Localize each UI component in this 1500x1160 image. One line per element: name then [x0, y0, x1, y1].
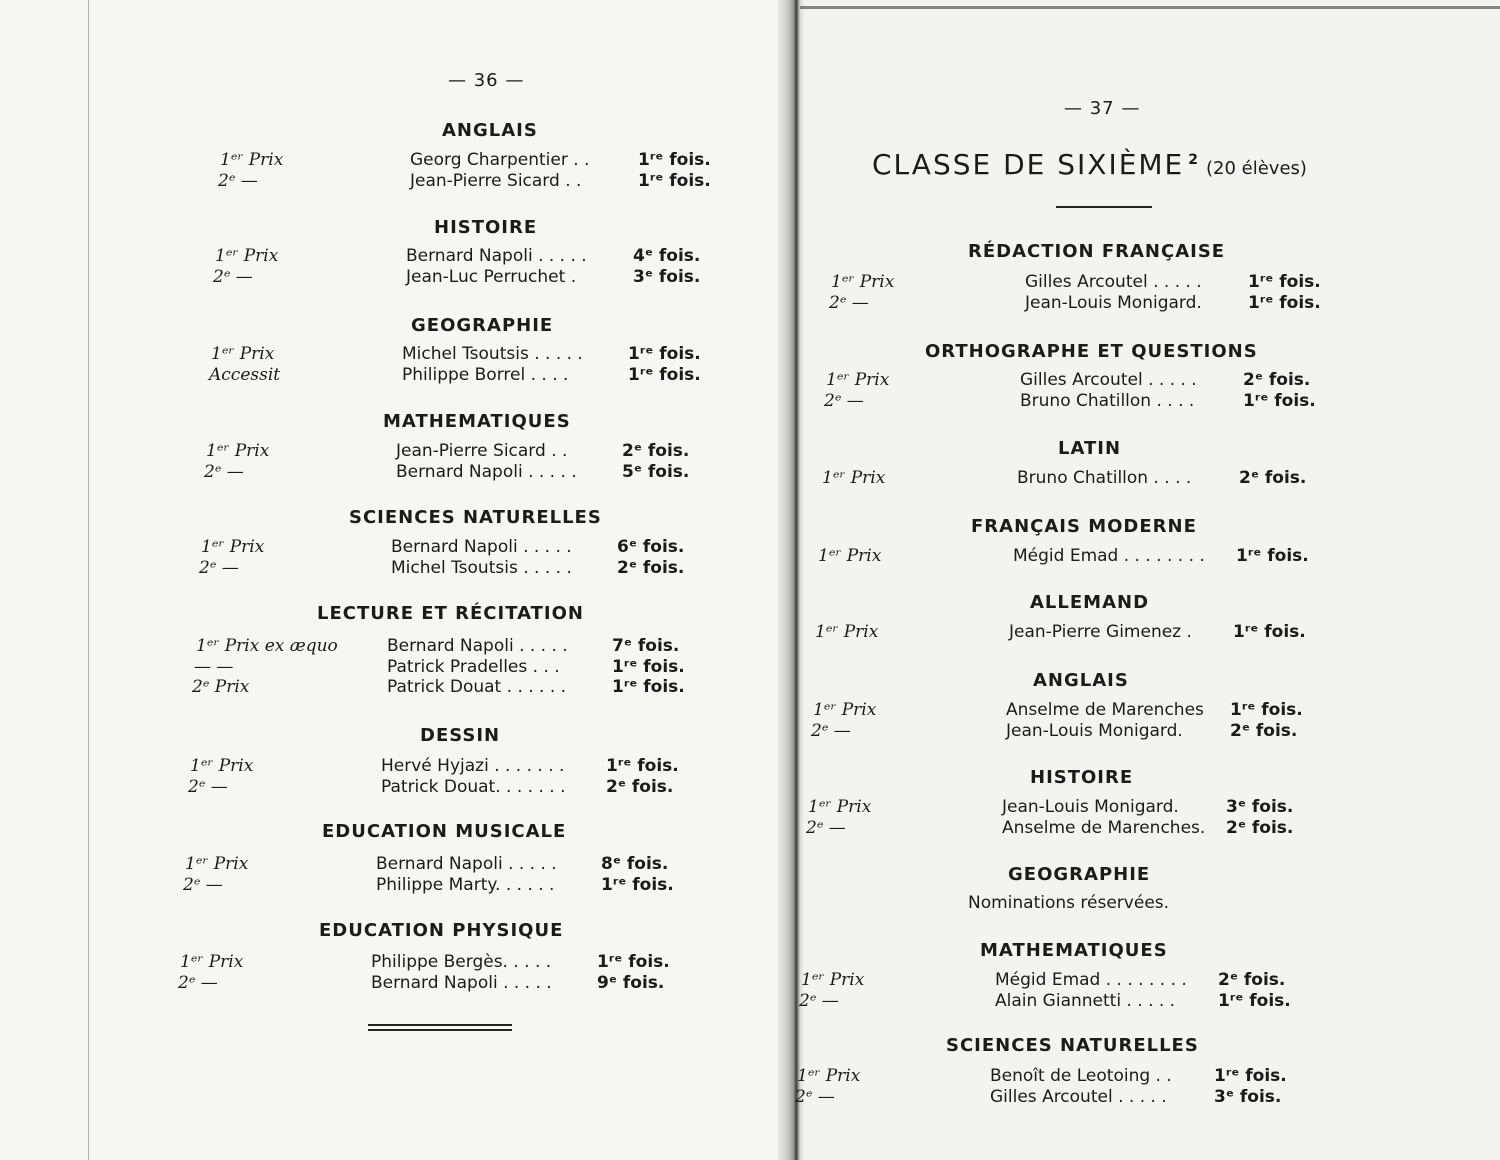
right-section-note-geographie: Nominations réservées.: [968, 893, 1170, 913]
left-student-name: Bernard Napoli . . . . .: [376, 854, 557, 874]
right-section-title-geographie: GEOGRAPHIE: [1008, 864, 1151, 885]
left-student-name: Jean-Pierre Sicard . .: [410, 171, 582, 191]
right-award-label: 1ᵉʳ Prix: [822, 468, 886, 488]
right-award-count: 1ʳᵉ fois.: [1248, 293, 1321, 313]
right-award-count: 1ʳᵉ fois.: [1236, 546, 1309, 566]
right-student-name: Anselme de Marenches.: [1002, 818, 1206, 838]
left-award-count: 4ᵉ fois.: [633, 246, 701, 266]
left-student-name: Michel Tsoutsis . . . . .: [391, 558, 572, 578]
left-student-name: Bernard Napoli . . . . .: [371, 973, 552, 993]
class-title-footnote: 2: [1188, 151, 1200, 168]
right-student-name: Gilles Arcoutel . . . . .: [990, 1087, 1167, 1107]
left-award-label: 1ᵉʳ Prix: [211, 344, 275, 364]
left-award-label: 1ᵉʳ Prix: [206, 441, 270, 461]
left-award-label: 2ᵉ —: [213, 267, 253, 287]
left-award-count: 3ᵉ fois.: [633, 267, 701, 287]
right-award-label: 2ᵉ —: [829, 293, 869, 313]
left-student-name: Bernard Napoli . . . . .: [406, 246, 587, 266]
right-award-count: 2ᵉ fois.: [1239, 468, 1307, 488]
end-rule-2: [368, 1029, 512, 1031]
right-award-label: 2ᵉ —: [811, 721, 851, 741]
left-award-count: 1ʳᵉ fois.: [597, 952, 670, 972]
right-award-count: 2ᵉ fois.: [1218, 970, 1286, 990]
left-section-title-education-musicale: EDUCATION MUSICALE: [322, 821, 567, 842]
right-student-name: Jean-Pierre Gimenez .: [1009, 622, 1192, 642]
right-section-title-mathematiques: MATHEMATIQUES: [980, 940, 1168, 961]
left-section-title-mathematiques: MATHEMATIQUES: [383, 411, 571, 432]
left-student-name: Patrick Pradelles . . .: [387, 657, 560, 677]
left-award-count: 2ᵉ fois.: [617, 558, 685, 578]
left-student-name: Patrick Douat. . . . . . .: [381, 777, 566, 797]
right-award-label: 1ᵉʳ Prix: [813, 700, 877, 720]
left-student-name: Jean-Luc Perruchet .: [406, 267, 577, 287]
right-award-label: 2ᵉ —: [824, 391, 864, 411]
left-award-label: — —: [194, 657, 234, 677]
class-title: [872, 148, 1307, 181]
right-award-count: 2ᵉ fois.: [1226, 818, 1294, 838]
left-student-name: Jean-Pierre Sicard . .: [396, 441, 568, 461]
left-award-count: 1ʳᵉ fois.: [606, 756, 679, 776]
left-student-name: Philippe Borrel . . . .: [402, 365, 569, 385]
left-award-label: 1ᵉʳ Prix: [180, 952, 244, 972]
left-section-title-dessin: DESSIN: [420, 725, 501, 746]
left-award-count: 7ᵉ fois.: [612, 636, 680, 656]
left-student-name: Bernard Napoli . . . . .: [391, 537, 572, 557]
left-section-title-lecture-et-recitation: LECTURE ET RÉCITATION: [317, 603, 584, 624]
right-student-name: Anselme de Marenches: [1006, 700, 1204, 720]
right-section-title-francais-moderne: FRANÇAIS MODERNE: [971, 516, 1197, 537]
left-award-label: 2ᵉ —: [204, 462, 244, 482]
right-award-count: 1ʳᵉ fois.: [1230, 700, 1303, 720]
right-section-title-orthographe-et-questions: ORTHOGRAPHE ET QUESTIONS: [925, 341, 1258, 362]
right-award-label: 2ᵉ —: [806, 818, 846, 838]
right-student-name: Gilles Arcoutel . . . . .: [1020, 370, 1197, 390]
left-award-label: 1ᵉʳ Prix: [201, 537, 265, 557]
left-section-title-education-physique: EDUCATION PHYSIQUE: [319, 920, 564, 941]
right-award-count: 3ᵉ fois.: [1214, 1087, 1282, 1107]
left-student-name: Philippe Marty. . . . . .: [376, 875, 555, 895]
right-student-name: Jean-Louis Monigard.: [1002, 797, 1179, 817]
left-award-label: 1ᵉʳ Prix: [215, 246, 279, 266]
right-award-label: 2ᵉ —: [795, 1087, 835, 1107]
left-award-label: 1ᵉʳ Prix: [190, 756, 254, 776]
left-award-count: 1ʳᵉ fois.: [612, 677, 685, 697]
right-award-count: 1ʳᵉ fois.: [1243, 391, 1316, 411]
right-section-title-sciences-naturelles: SCIENCES NATURELLES: [946, 1035, 1199, 1056]
right-award-count: 2ᵉ fois.: [1230, 721, 1298, 741]
right-section-title-allemand: ALLEMAND: [1030, 592, 1150, 613]
left-award-label: 1ᵉʳ Prix ex æquo: [196, 636, 338, 656]
left-student-name: Philippe Bergès. . . . .: [371, 952, 552, 972]
right-student-name: Benoît de Leotoing . .: [990, 1066, 1172, 1086]
left-student-name: Hervé Hyjazi . . . . . . .: [381, 756, 565, 776]
right-award-count: 2ᵉ fois.: [1243, 370, 1311, 390]
left-award-count: 2ᵉ fois.: [622, 441, 690, 461]
left-section-title-sciences-naturelles: SCIENCES NATURELLES: [349, 507, 602, 528]
right-award-label: 2ᵉ —: [799, 991, 839, 1011]
right-student-name: Bruno Chatillon . . . .: [1017, 468, 1192, 488]
right-section-title-histoire: HISTOIRE: [1030, 767, 1134, 788]
left-award-count: 1ʳᵉ fois.: [601, 875, 674, 895]
left-award-count: 8ᵉ fois.: [601, 854, 669, 874]
right-award-count: 1ʳᵉ fois.: [1218, 991, 1291, 1011]
right-award-label: 1ᵉʳ Prix: [818, 546, 882, 566]
left-student-name: Patrick Douat . . . . . .: [387, 677, 567, 697]
right-award-label: 1ᵉʳ Prix: [797, 1066, 861, 1086]
right-student-name: Mégid Emad . . . . . . . .: [995, 970, 1187, 990]
right-award-label: 1ᵉʳ Prix: [808, 797, 872, 817]
left-award-label: 2ᵉ Prix: [192, 677, 250, 697]
end-rule: [368, 1024, 512, 1026]
title-underline: [1056, 206, 1152, 208]
left-student-name: Bernard Napoli . . . . .: [396, 462, 577, 482]
right-award-label: 1ᵉʳ Prix: [801, 970, 865, 990]
left-section-title-geographie: GEOGRAPHIE: [411, 315, 554, 336]
right-award-label: 1ᵉʳ Prix: [815, 622, 879, 642]
left-section-title-histoire: HISTOIRE: [434, 217, 538, 238]
right-section-title-latin: LATIN: [1058, 438, 1122, 459]
left-award-label: 2ᵉ —: [188, 777, 228, 797]
right-award-label: 1ᵉʳ Prix: [826, 370, 890, 390]
right-award-label: 1ᵉʳ Prix: [831, 272, 895, 292]
right-student-name: Bruno Chatillon . . . .: [1020, 391, 1195, 411]
class-title-text: CLASSE DE SIXIÈME: [872, 148, 1185, 181]
right-award-count: 1ʳᵉ fois.: [1233, 622, 1306, 642]
left-award-label: 2ᵉ —: [178, 973, 218, 993]
left-award-count: 1ʳᵉ fois.: [628, 365, 701, 385]
left-award-label: 2ᵉ —: [183, 875, 223, 895]
right-student-name: Mégid Emad . . . . . . . .: [1013, 546, 1205, 566]
left-award-count: 5ᵉ fois.: [622, 462, 690, 482]
left-award-count: 6ᵉ fois.: [617, 537, 685, 557]
left-award-label: Accessit: [209, 365, 281, 385]
left-student-name: Georg Charpentier . .: [410, 150, 590, 170]
right-section-title-redaction-francaise: RÉDACTION FRANÇAISE: [968, 241, 1226, 262]
page-number-right: — 37 —: [1064, 98, 1141, 119]
class-title-count: (20 élèves): [1206, 158, 1307, 179]
left-award-label: 2ᵉ —: [218, 171, 258, 191]
page-number-left: — 36 —: [448, 70, 525, 91]
left-student-name: Bernard Napoli . . . . .: [387, 636, 568, 656]
right-student-name: Gilles Arcoutel . . . . .: [1025, 272, 1202, 292]
left-student-name: Michel Tsoutsis . . . . .: [402, 344, 583, 364]
left-award-count: 1ʳᵉ fois.: [612, 657, 685, 677]
scan-top-edge: [800, 6, 1500, 9]
right-section-title-anglais: ANGLAIS: [1033, 670, 1129, 691]
scan-edge-mark: [88, 0, 89, 1160]
right-student-name: Jean-Louis Monigard.: [1006, 721, 1183, 741]
left-award-label: 2ᵉ —: [199, 558, 239, 578]
right-student-name: Jean-Louis Monigard.: [1025, 293, 1202, 313]
left-award-count: 1ʳᵉ fois.: [638, 150, 711, 170]
left-award-label: 1ᵉʳ Prix: [220, 150, 284, 170]
right-award-count: 1ʳᵉ fois.: [1248, 272, 1321, 292]
left-award-label: 1ᵉʳ Prix: [185, 854, 249, 874]
left-award-count: 1ʳᵉ fois.: [638, 171, 711, 191]
right-award-count: 3ᵉ fois.: [1226, 797, 1294, 817]
left-award-count: 2ᵉ fois.: [606, 777, 674, 797]
left-section-title-anglais: ANGLAIS: [442, 120, 538, 141]
left-award-count: 9ᵉ fois.: [597, 973, 665, 993]
right-student-name: Alain Giannetti . . . . .: [995, 991, 1176, 1011]
left-award-count: 1ʳᵉ fois.: [628, 344, 701, 364]
right-award-count: 1ʳᵉ fois.: [1214, 1066, 1287, 1086]
